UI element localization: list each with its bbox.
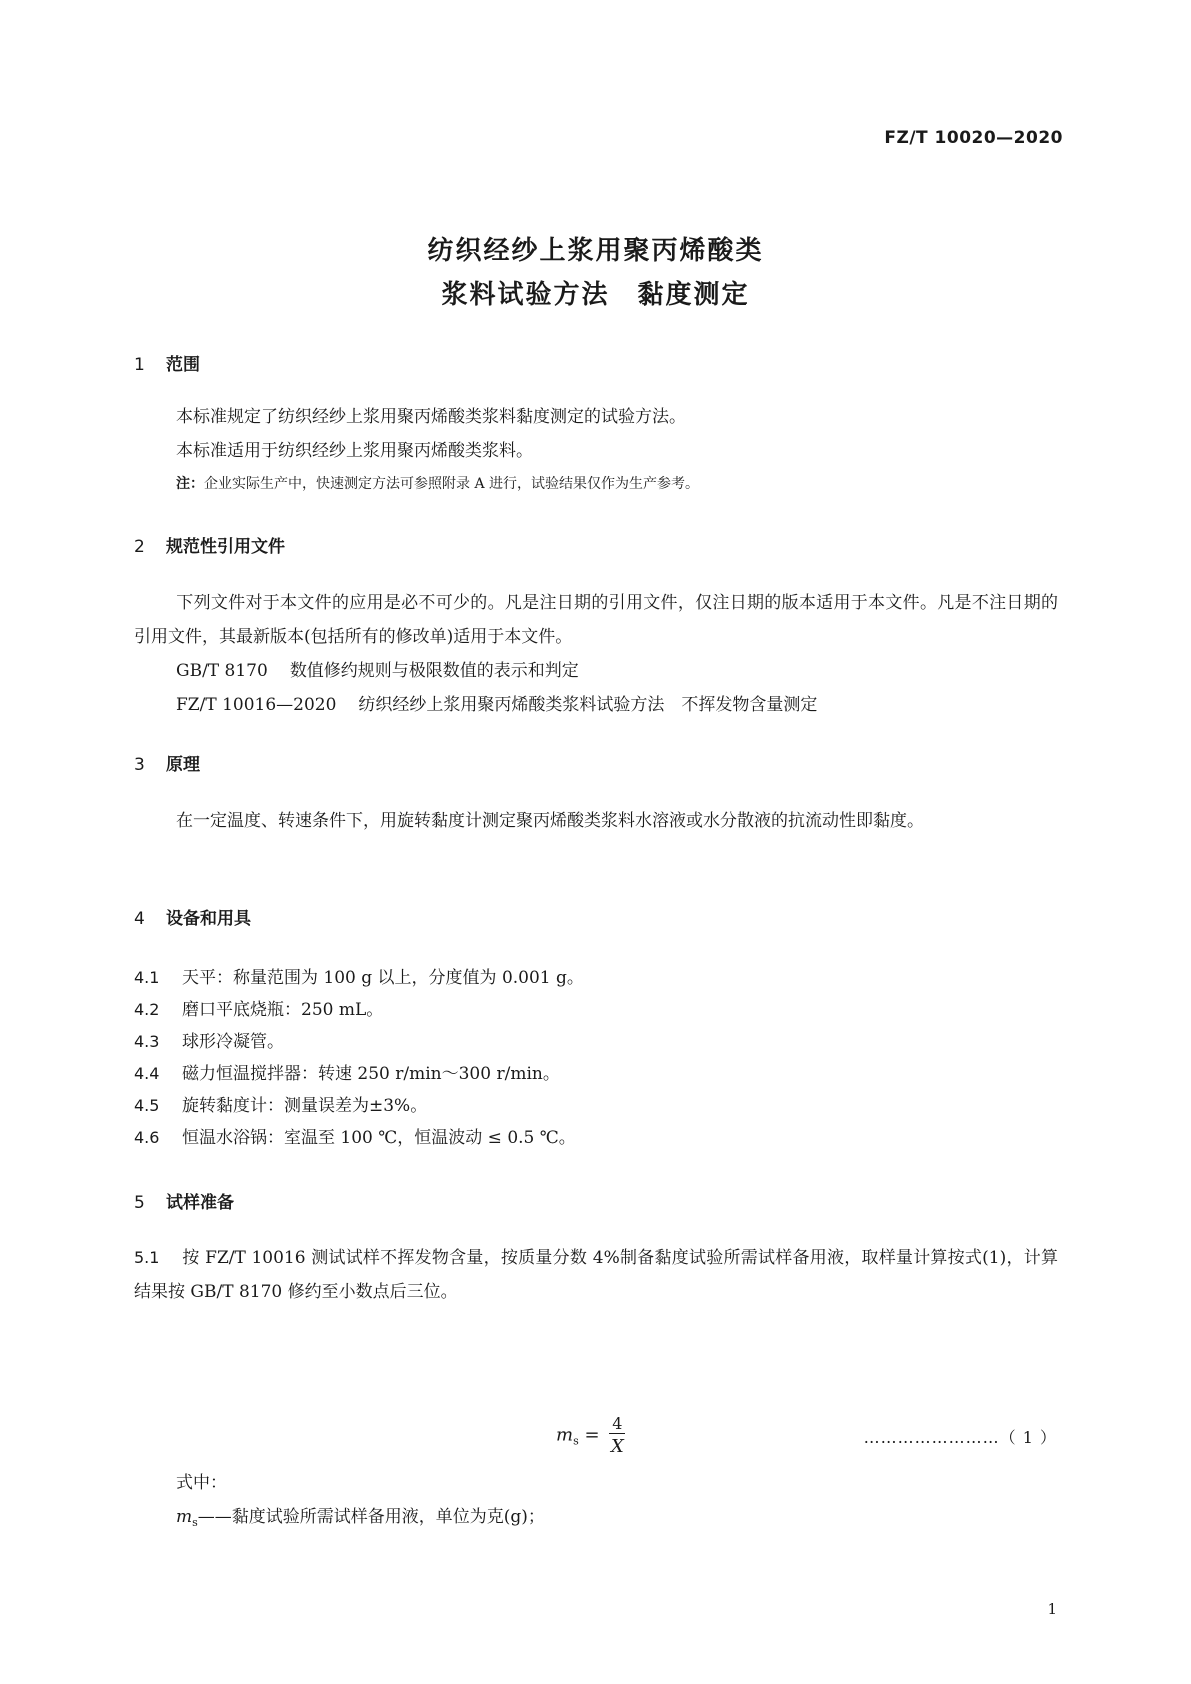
section-title: 规范性引用文件	[166, 537, 285, 557]
item-number: 4.1	[134, 968, 160, 987]
formula-lhs: m	[556, 1424, 574, 1446]
section-5-heading	[134, 1188, 234, 1213]
section-title: 范围	[166, 355, 200, 375]
fraction-numerator: 4	[609, 1414, 625, 1434]
section-2-paragraph	[134, 586, 1058, 654]
note-label: 注：	[176, 476, 204, 492]
formula-subscript: s	[573, 1434, 579, 1448]
formula-1	[556, 1414, 625, 1457]
section-2-heading	[134, 532, 285, 557]
variable-subscript: s	[192, 1516, 198, 1529]
fraction-denominator: X	[610, 1436, 624, 1457]
section-title: 设备和用具	[166, 909, 251, 929]
item-number: 5.1	[134, 1248, 160, 1267]
item-text: 按 FZ/T 10016 测试试样不挥发物含量，按质量分数 4%制备黏度试验所需试样备用液，取样量计算按式(1)，计算结果按 GB/T 8170 修约至小数点后三位。	[134, 1248, 1058, 1302]
section-title: 原理	[166, 755, 200, 775]
section-1-paragraph-2: 本标准适用于纺织经纱上浆用聚丙烯酸类浆料。	[176, 441, 533, 461]
where-label: 式中：	[176, 1473, 227, 1493]
normative-reference-2	[176, 688, 817, 722]
item-text: 恒温水浴锅：室温至 100 ℃，恒温波动 ≤ 0.5 ℃。	[182, 1128, 576, 1148]
item-text: 球形冷凝管。	[182, 1032, 284, 1052]
section-1-heading	[134, 350, 200, 375]
normative-reference-1	[176, 654, 579, 688]
item-text: 天平：称量范围为 100 g 以上，分度值为 0.001 g。	[182, 968, 584, 988]
reference-title: 数值修约规则与极限数值的表示和判定	[289, 661, 579, 681]
section-1-note	[176, 473, 699, 493]
note-text: 企业实际生产中，快速测定方法可参照附录 A 进行，试验结果仅作为生产参考。	[204, 476, 700, 492]
document-title-line2: 浆料试验方法 黏度测定	[441, 280, 750, 310]
item-number: 4.6	[134, 1128, 160, 1147]
section-number: 1	[134, 355, 145, 375]
reference-code: GB/T 8170	[176, 661, 268, 681]
section-1-paragraph-1: 本标准规定了纺织经纱上浆用聚丙烯酸类浆料黏度测定的试验方法。	[176, 407, 686, 427]
standard-code: FZ/T 10020—2020	[884, 128, 1063, 148]
section-number: 4	[134, 909, 145, 929]
equipment-item-4-3	[134, 1027, 284, 1052]
equipment-item-4-5	[134, 1091, 427, 1116]
equipment-item-4-2	[134, 995, 383, 1020]
equipment-item-4-6	[134, 1123, 576, 1148]
page-number: 1	[1047, 1600, 1057, 1618]
section-title: 试样准备	[166, 1193, 234, 1213]
sample-prep-item-5-1	[134, 1241, 1058, 1309]
equation-number: ……………………（ 1 ）	[863, 1428, 1057, 1447]
item-number: 4.3	[134, 1032, 160, 1051]
variable-symbol: m	[176, 1507, 193, 1527]
item-text: 磁力恒温搅拌器：转速 250 r/min～300 r/min。	[182, 1064, 560, 1084]
reference-code: FZ/T 10016—2020	[176, 695, 337, 715]
section-number: 3	[134, 755, 145, 775]
section-number: 5	[134, 1193, 145, 1213]
variable-description: ——黏度试验所需试样备用液，单位为克(g)；	[197, 1507, 545, 1527]
document-title-line1: 纺织经纱上浆用聚丙烯酸类	[427, 236, 764, 266]
section-4-heading	[134, 904, 251, 929]
variable-definition	[176, 1500, 545, 1540]
equipment-item-4-1	[134, 963, 584, 988]
equipment-item-4-4	[134, 1059, 560, 1084]
section-number: 2	[134, 537, 145, 557]
reference-title: 纺织经纱上浆用聚丙烯酸类浆料试验方法 不挥发物含量测定	[358, 695, 818, 715]
paragraph-text: 在一定温度、转速条件下，用旋转黏度计测定聚丙烯酸类浆料水溶液或水分散液的抗流动性即黏度。	[176, 811, 924, 831]
item-number: 4.4	[134, 1064, 160, 1083]
item-number: 4.2	[134, 1000, 160, 1019]
section-3-paragraph	[134, 804, 1058, 838]
item-text: 旋转黏度计：测量误差为±3%。	[182, 1096, 428, 1116]
item-number: 4.5	[134, 1096, 160, 1115]
section-3-heading	[134, 750, 200, 775]
formula-fraction	[609, 1414, 625, 1457]
paragraph-text: 下列文件对于本文件的应用是必不可少的。凡是注日期的引用文件，仅注日期的版本适用于本文件。凡是不注日期的引用文件，其最新版本(包括所有的修改单)适用于本文件。	[134, 593, 1058, 647]
item-text: 磨口平底烧瓶：250 mL。	[182, 1000, 384, 1020]
formula-equals: =	[584, 1424, 600, 1446]
